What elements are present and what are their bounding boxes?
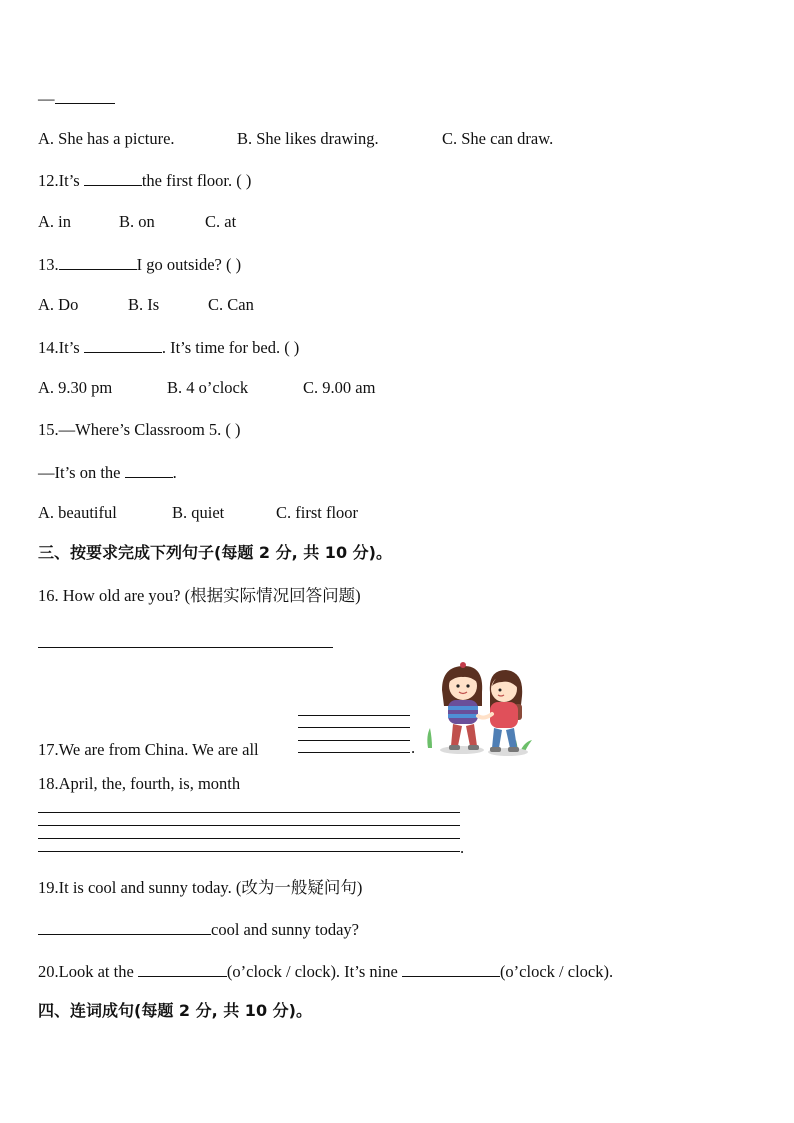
q17-answer-line-3[interactable] xyxy=(298,740,410,741)
q15-prefix: —It’s on the xyxy=(38,463,125,482)
q17-answer-line-2[interactable] xyxy=(298,727,410,728)
answer-blank[interactable] xyxy=(84,337,162,353)
q17-answer-line-1[interactable] xyxy=(298,715,410,716)
q18-answer-line-3[interactable] xyxy=(38,838,460,839)
q20-prefix: 20.Look at the xyxy=(38,962,138,981)
answer-blank-2[interactable] xyxy=(402,961,500,977)
q19-question: 19.It is cool and sunny today. (改为一般疑问句) xyxy=(38,878,363,897)
q13-option-a: A. Do xyxy=(38,295,79,314)
section-3-heading: 三、按要求完成下列句子(每题 2 分, 共 10 分)。 xyxy=(38,543,392,562)
q20-middle: (o’clock / clock). It’s nine xyxy=(226,962,402,981)
q11-option-c: C. She can draw. xyxy=(442,129,554,148)
q17-period: . xyxy=(411,738,416,757)
q18-period: . xyxy=(460,838,465,857)
q15-option-a: A. beautiful xyxy=(38,503,117,522)
q14-suffix: . It’s time for bed. ( ) xyxy=(161,338,300,357)
answer-blank[interactable] xyxy=(38,919,211,935)
q12-prefix: 12.It’s xyxy=(38,171,84,190)
q14-question xyxy=(38,337,299,358)
q15-answer-line xyxy=(38,462,177,483)
q18-question: 18.April, the, fourth, is, month xyxy=(38,774,241,793)
q15-option-b: B. quiet xyxy=(172,503,225,522)
q14-option-b: B. 4 o’clock xyxy=(167,378,249,397)
q11-answer-line xyxy=(38,88,115,109)
q12-option-b: B. on xyxy=(119,212,155,231)
q19-suffix: cool and sunny today? xyxy=(211,920,360,939)
answer-blank[interactable] xyxy=(55,88,115,104)
q12-suffix: the first floor. ( ) xyxy=(141,171,252,190)
q15-suffix: . xyxy=(172,463,177,482)
q17-question: 17.We are from China. We are all xyxy=(38,740,259,759)
section-4-heading: 四、连词成句(每题 2 分, 共 10 分)。 xyxy=(38,1001,312,1020)
q20-suffix: (o’clock / clock). xyxy=(499,962,614,981)
answer-blank-1[interactable] xyxy=(138,961,227,977)
q18-answer-line-1[interactable] xyxy=(38,812,460,813)
dash: — xyxy=(38,89,55,108)
q15-question: 15.—Where’s Classroom 5. ( ) xyxy=(38,420,241,439)
q13-option-b: B. Is xyxy=(128,295,160,314)
q13-question xyxy=(38,254,241,275)
q11-option-a: A. She has a picture. xyxy=(38,129,175,148)
q13-prefix: 13. xyxy=(38,255,59,274)
q12-option-a: A. in xyxy=(38,212,71,231)
q11-option-b: B. She likes drawing. xyxy=(237,129,379,148)
q14-prefix: 14.It’s xyxy=(38,338,84,357)
q12-option-c: C. at xyxy=(205,212,237,231)
q18-answer-line-4[interactable] xyxy=(38,851,460,852)
q18-answer-line-2[interactable] xyxy=(38,825,460,826)
q16-question: 16. How old are you? (根据实际情况回答问题) xyxy=(38,586,361,605)
q19-answer-line xyxy=(38,919,359,940)
answer-blank[interactable] xyxy=(84,170,142,186)
q20-question xyxy=(38,961,613,982)
answer-blank[interactable] xyxy=(125,462,173,478)
answer-blank[interactable] xyxy=(59,254,137,270)
q13-option-c: C. Can xyxy=(208,295,254,314)
q14-option-c: C. 9.00 am xyxy=(303,378,376,397)
two-girls-illustration xyxy=(420,660,538,756)
q15-option-c: C. first floor xyxy=(276,503,359,522)
q14-option-a: A. 9.30 pm xyxy=(38,378,113,397)
q12-question xyxy=(38,170,251,191)
q13-suffix: I go outside? ( ) xyxy=(136,255,242,274)
q17-answer-line-4[interactable] xyxy=(298,752,410,753)
q16-answer-line[interactable] xyxy=(38,647,333,648)
